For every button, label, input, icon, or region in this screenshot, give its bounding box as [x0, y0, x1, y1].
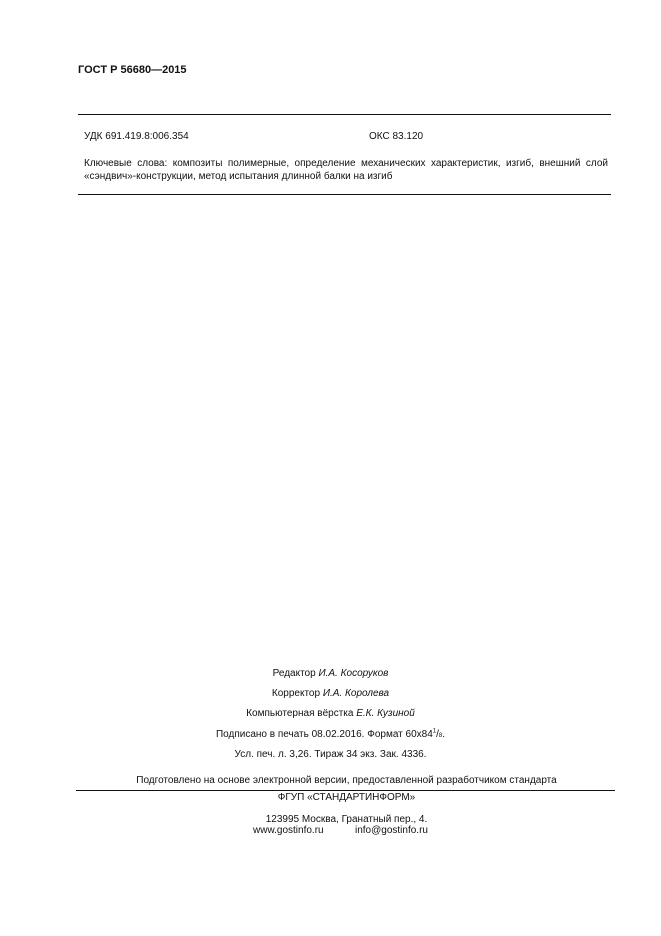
- signed-format-numerator: 1: [432, 728, 437, 735]
- corrector-line: [0, 688, 661, 699]
- top-divider: [78, 114, 611, 115]
- signed-prefix: Подписано в печать 08.02.2016. Формат 60x84: [215, 729, 433, 740]
- udk-code: УДК 691.419.8:006.354: [84, 131, 189, 142]
- corrector-label: Корректор: [271, 688, 321, 699]
- email-link[interactable]: info@gostinfo.ru: [355, 825, 428, 836]
- contact-row: [253, 825, 428, 836]
- website-link[interactable]: www.gostinfo.ru: [253, 825, 324, 836]
- publisher-address: 123995 Москва, Гранатный пер., 4.: [265, 814, 428, 825]
- layout-line: [0, 708, 661, 719]
- keywords-paragraph: Ключевые слова: композиты полимерные, определение механических характеристик, изгиб, внешний слой «сэндвич»-конструкции, метод испытания длинной балки на изгиб: [84, 158, 608, 182]
- signed-line: [0, 729, 661, 740]
- oks-code: ОКС 83.120: [369, 131, 424, 142]
- document-code: ГОСТ Р 56680—2015: [78, 64, 187, 76]
- signed-format-denominator: 8: [438, 733, 443, 739]
- signed-format-slash: /: [436, 729, 439, 740]
- layout-name: Е.К. Кузиной: [356, 708, 415, 719]
- publisher-name: ФГУП «СТАНДАРТИНФОРМ»: [277, 792, 416, 803]
- print-info-line: Усл. печ. л. 3,26. Тираж 34 экз. Зак. 4336.: [234, 749, 427, 760]
- keywords-divider: [78, 194, 611, 195]
- footer-divider: [76, 790, 615, 791]
- prepared-note: Подготовлено на основе электронной версии, предоставленной разработчиком стандарта: [136, 775, 557, 786]
- editor-label: Редактор: [272, 668, 316, 679]
- editor-line: [0, 668, 661, 679]
- editor-name: И.А. Косоруков: [318, 668, 389, 679]
- signed-end: .: [442, 729, 446, 740]
- layout-label: Компьютерная вёрстка: [246, 708, 354, 719]
- corrector-name: И.А. Королева: [322, 688, 390, 699]
